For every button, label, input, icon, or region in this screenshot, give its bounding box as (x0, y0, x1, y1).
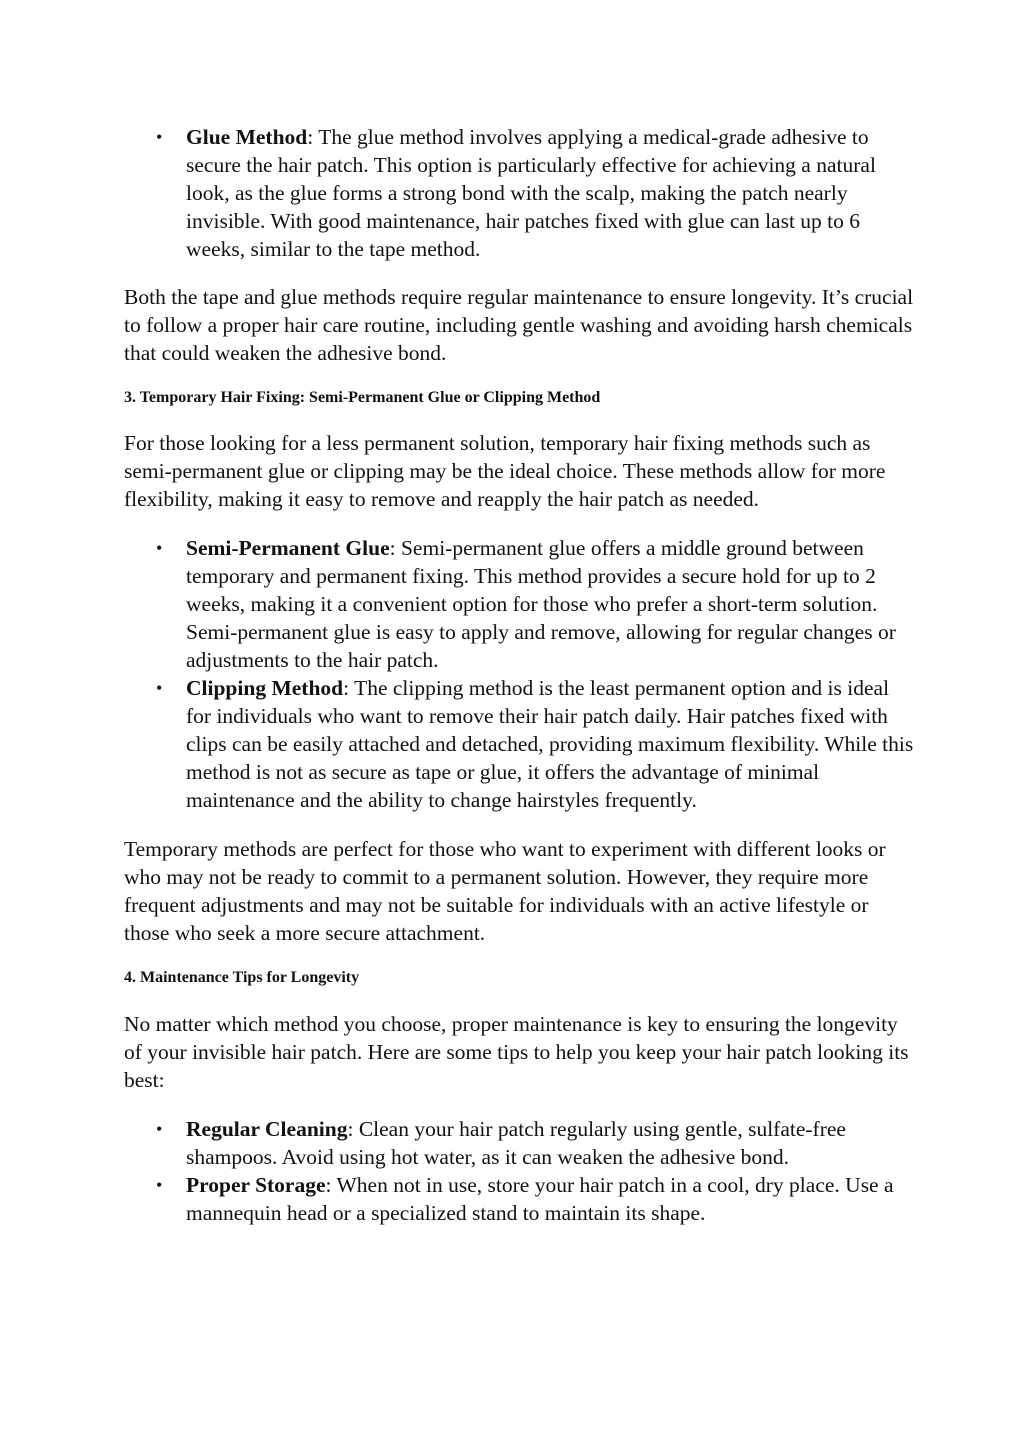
list-item (124, 123, 914, 263)
bullet-icon: • (156, 678, 163, 698)
list-item-term: Proper Storage (186, 1173, 326, 1197)
list-item-term: Semi-Permanent Glue (186, 536, 390, 560)
section-heading-4: 4. Maintenance Tips for Longevity (124, 969, 360, 986)
list-item-term: Clipping Method (186, 676, 344, 700)
bullet-list-maintenance (124, 1115, 914, 1227)
paragraph-maintenance-note: Both the tape and glue methods require regular maintenance to ensure longevity. It’s crucial to follow a proper hair care routine, including gentle washing and avoiding harsh chemicals that could weaken the adhesive bond. (124, 285, 914, 365)
list-item (124, 534, 914, 674)
list-item-text: : When not in use, store your hair patch in a cool, dry place. Use a mannequin head or a specialized stand to maintain its shape. (186, 1173, 894, 1225)
list-item-text: : The glue method involves applying a medical-grade adhesive to secure the hair patch. This option is particularly effective for achieving a natural look, as the glue forms a strong bond with the scalp, making the patch nearly invisible. With good maintenance, hair patches fixed with glue can last up to 6 weeks, similar to the tape method. (186, 125, 876, 261)
bullet-icon: • (156, 1175, 163, 1195)
list-item (124, 1115, 914, 1171)
list-item-term: Glue Method (186, 125, 308, 149)
list-item-text: : Semi-permanent glue offers a middle ground between temporary and permanent fixing. This method provides a secure hold for up to 2 weeks, making it a convenient option for those who prefer a short-term solution. Semi-permanent glue is easy to apply and remove, allowing for regular changes or adjustments to the hair patch. (186, 536, 896, 672)
list-item-text: : The clipping method is the least permanent option and is ideal for individuals who want to remove their hair patch daily. Hair patches fixed with clips can be easily attached and detached, providing maximum flexibility. While this method is not as secure as tape or glue, it offers the advantage of minimal maintenance and the ability to change hairstyles frequently. (186, 676, 914, 812)
document-page (124, 123, 914, 1227)
bullet-icon: • (156, 127, 163, 147)
list-item (124, 1171, 914, 1227)
list-item-term: Regular Cleaning (186, 1117, 348, 1141)
paragraph-temporary-summary: Temporary methods are perfect for those who want to experiment with different looks or who may not be ready to commit to a permanent solution. However, they require more frequent adjustments and may not be suitable for individuals with an active lifestyle or those who seek a more secure attachment. (124, 837, 886, 945)
list-item (124, 674, 914, 814)
bullet-icon: • (156, 1119, 163, 1139)
list-item-text: : Clean your hair patch regularly using gentle, sulfate-free shampoos. Avoid using hot water, as it can weaken the adhesive bond. (186, 1117, 846, 1169)
section-heading-3: 3. Temporary Hair Fixing: Semi-Permanent Glue or Clipping Method (124, 389, 601, 406)
paragraph-maintenance-intro: No matter which method you choose, proper maintenance is key to ensuring the longevity of your invisible hair patch. Here are some tips to help you keep your hair patch looking its best: (124, 1012, 909, 1092)
bullet-list-temporary (124, 534, 914, 814)
bullet-icon: • (156, 538, 163, 558)
paragraph-temporary-intro: For those looking for a less permanent solution, temporary hair fixing methods such as semi-permanent glue or clipping may be the ideal choice. These methods allow for more flexibility, making it easy to remove and reapply the hair patch as needed. (124, 431, 886, 511)
bullet-list-glue (124, 123, 914, 263)
